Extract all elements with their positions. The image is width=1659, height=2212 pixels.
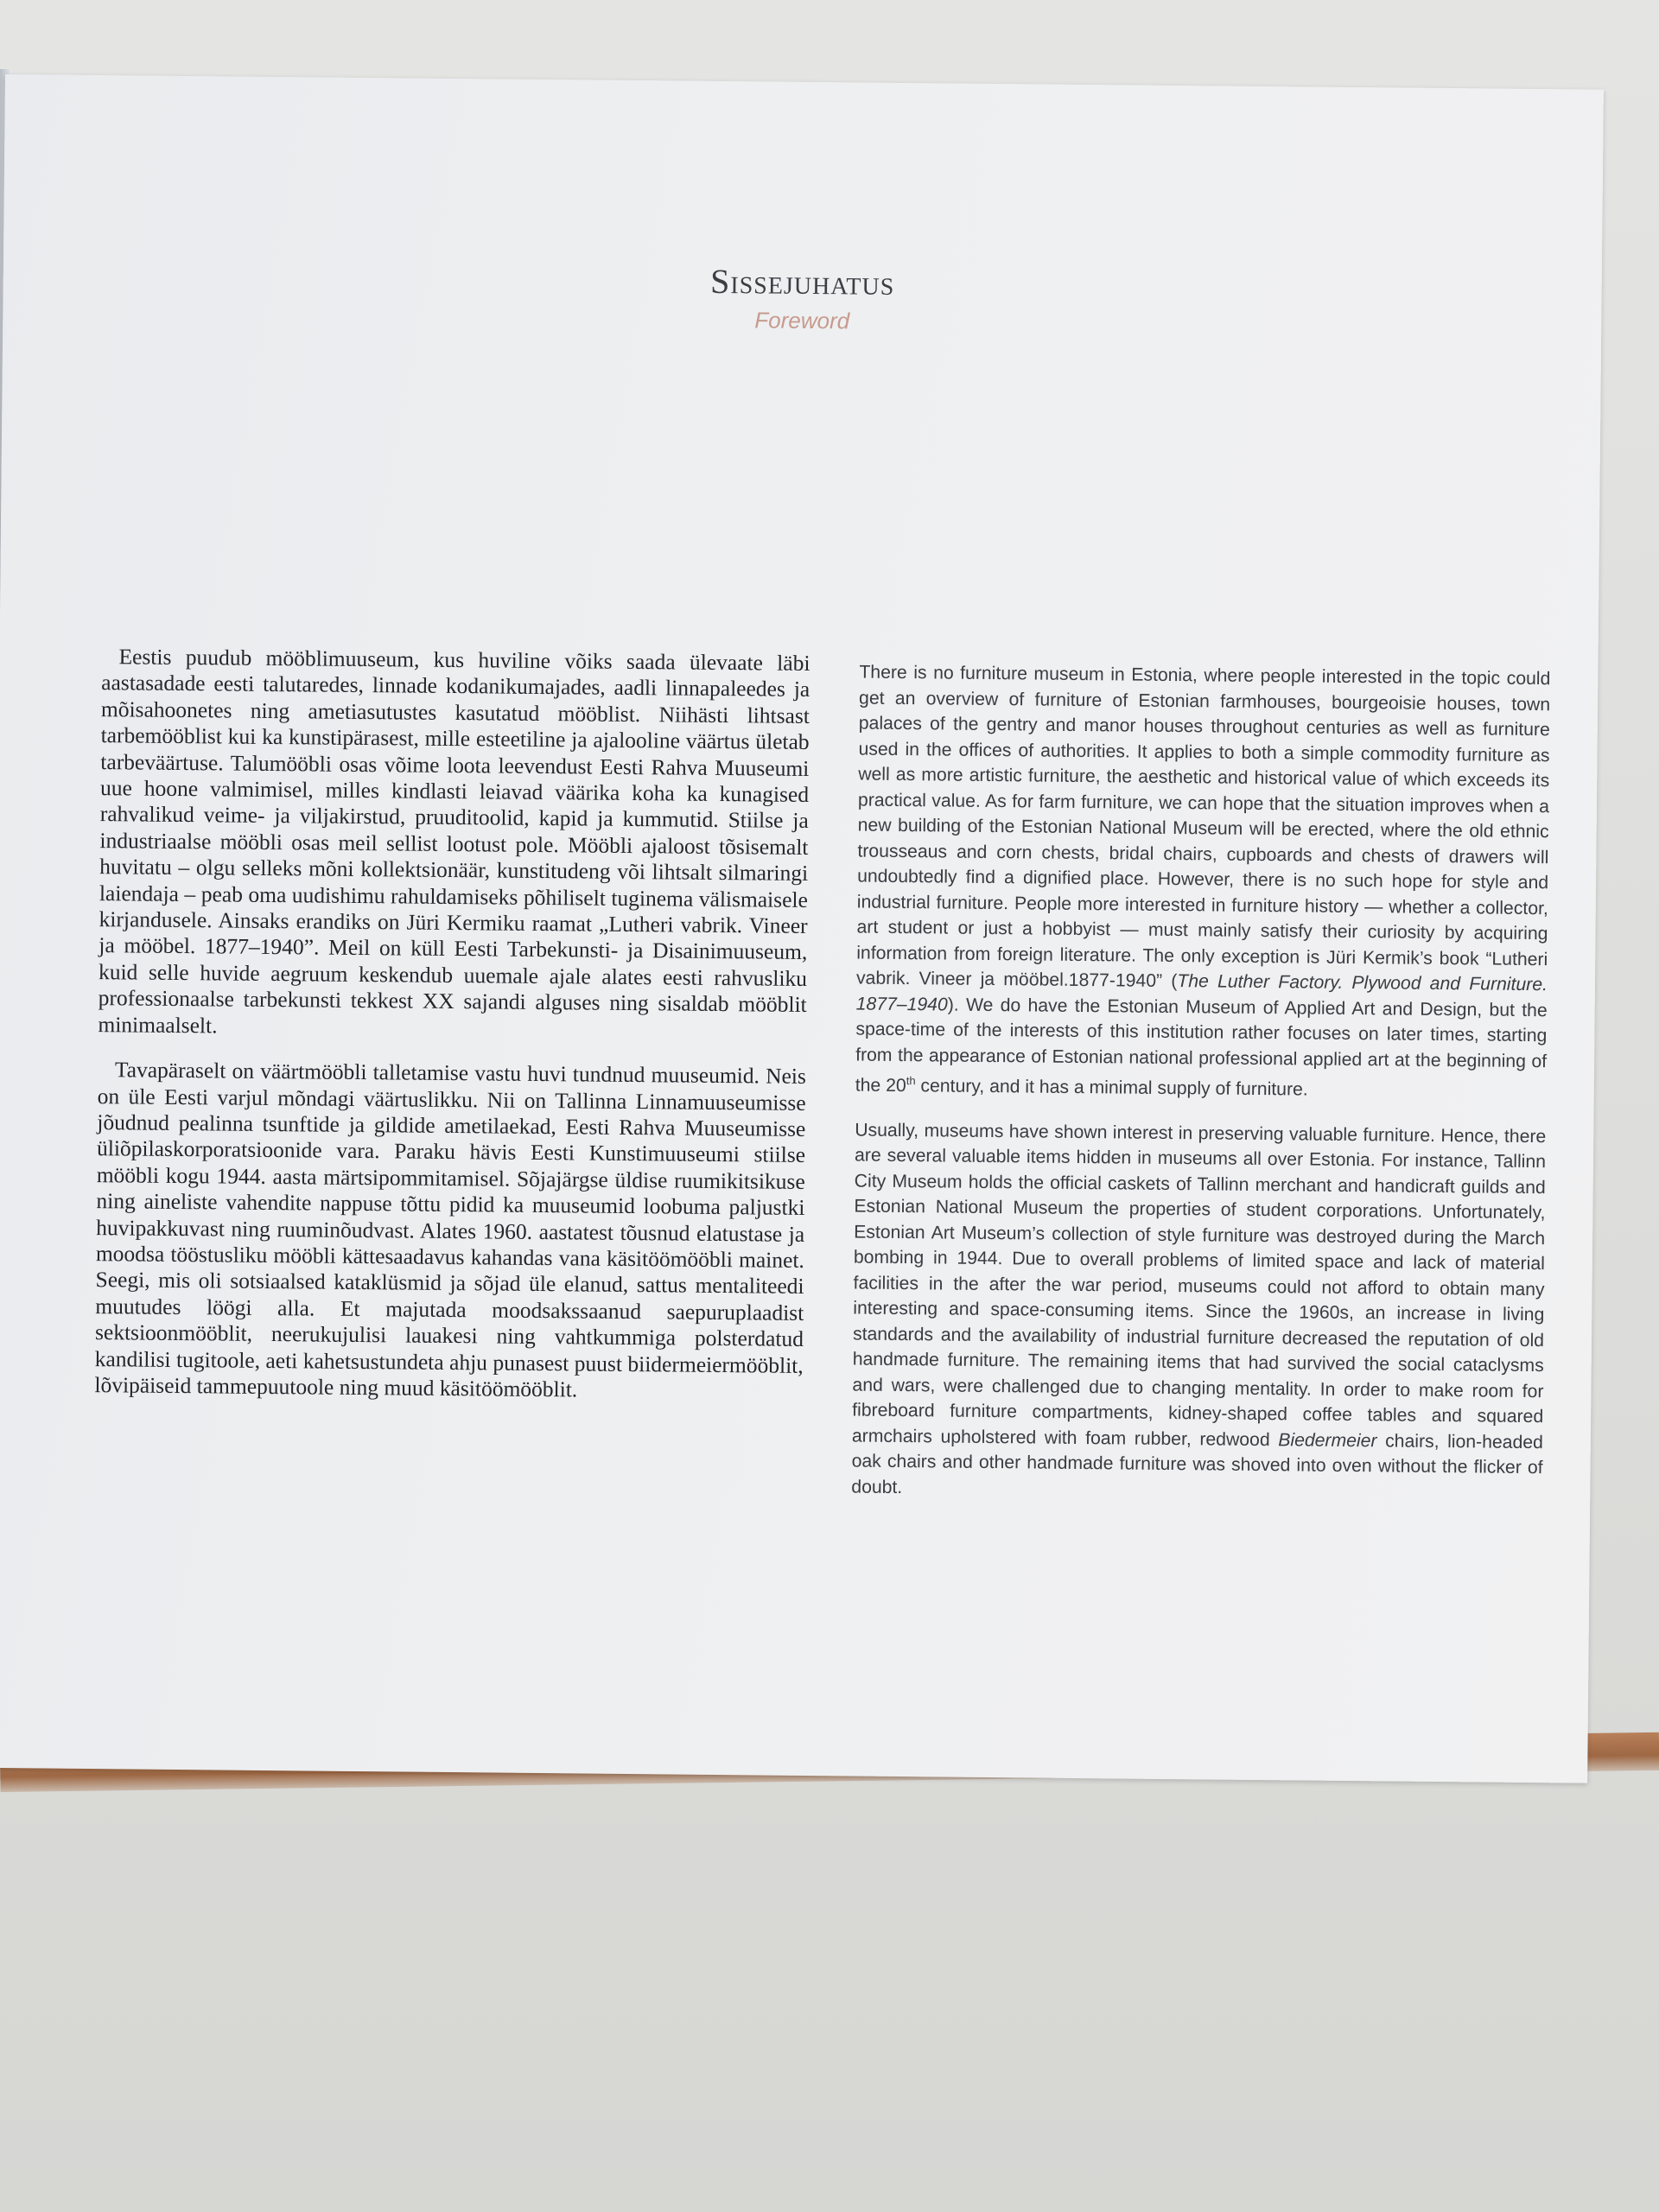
english-paragraph-1-text-b: ). We do have the Estonian Museum of Applied Art and Design, but the space-time of the interests of this institution rather focuses on later times, starting from the appearance of Estonian national professional applied art at the beginning of the 20 <box>855 995 1548 1096</box>
estonian-paragraph-2: Tavapäraselt on väärtmööbli talletamise vastu huvi tundnud muuseumid. Neis on üle Eesti varjul mõndagi väärtuslikku. Nii on Tallinna Linnamuuseumisse jõudnud pealinna tsunftide ja gildide ametilaekad, Eesti Rahva Muuseumisse üliõpilaskorporatsioonide vara. Paraku hävis Eesti Kunstimuuseumi stiilse mööbli kogu 1944. aasta märtsipommitamisel. Sõjajärgse üldise ruumikitsikuse ning ainelistе vahendite nappuse tõttu pidid ka muuseumid loobuma paljustki huvipakkuvast ning ruuminõudvast. Alates 1960. aastatest tõusnud elatustase ja moodsa tööstusliku mööbli kättesaadavus kahandas vana käsitöömööbli mainet. Seegi, mis oli sotsiaalsed kataklüsmid ja sõjad üle elanud, sattus mentaliteedi muutudes löögi alla. Et majutada moodsakssaanud saepuruplaadist sektsioonmööblit, neerukujulisi lauakesi ning vahtkummiga polsterdatud kandilisi tugitoole, aeti kahetsustundeta ahju punasest puust biidermeiermööblit, lõvipäiseid tammepuutoole ning muud käsitöömööblit. <box>94 1057 807 1402</box>
english-paragraph-2-text-b: chairs, lion-headed oak chairs and other handmade furniture was shoved into oven without the flicker of doubt. <box>851 1430 1543 1497</box>
english-biedermeier-italic: Biedermeier <box>1278 1429 1377 1451</box>
page-heading <box>3 254 1602 342</box>
english-paragraph-1-text-a: There is no furniture museum in Estonia, where people interested in the topic could get an overview of furniture of Estonian farmhouses, bourgeoisie houses, town palaces of the gentry and manor houses throughout centuries as well as furniture used in the offices of authorities. It applies to both a simple commodity furniture as well as more artistic furniture, the aesthetic and historical value of which exceeds its practical value. As for farm furniture, we can hope that the situation improves when a new building of the Estonian National Museum will be erected, where the old ethnic trousseaus and corn chests, bridal chairs, cupboards and chests of drawers will undoubtedly find a dignified place. However, there is no such hope for style and industrial furniture. People more interested in furniture history — whether a collector, art student or just a hobbyist — must mainly satisfy their curiosity by acquiring information from foreign literature. The only exception is Jüri Kermik’s book “Lutheri vabrik. Vineer ja mööbel.1877-1940” ( <box>855 662 1551 992</box>
english-paragraph-1-text-c: century, and it has a minimal supply of furniture. <box>915 1076 1308 1100</box>
english-book-title-italic: The Luther Factory. Plywood and Furniture. 1877–1940 <box>855 971 1548 1015</box>
english-paragraph-2 <box>851 1117 1546 1506</box>
page-subtitle: Foreword <box>754 307 850 334</box>
english-paragraph-1 <box>855 660 1551 1105</box>
estonian-column <box>94 644 810 1424</box>
estonian-paragraph-1: Eestis puudub mööblimuuseum, kus huviline võiks saada ülevaate läbi aastasadade eesti talutaredes, linnade kodanikumajades, aadli linnapaleedes ja mõisahoonetes ning ametiasutustes kasutatud mööblist. Niihästi lihtsast tarbemööblist kui ka kunstipärasest, mille esteetiline ja ajalooline väärtus ületab tarbeväärtuse. Talumööbli osas võime loota leevendust Eesti Rahva Muuseumi uue hoone valmimisel, milles kindlasti leiavad väärika koha ka kunagised rahvalikud veime- ja viljakirstud, pruuditoolid, kapid ja kummutid. Stiilse ja industriaalse mööbli osas meil sellist lootust pole. Mööbli ajaloost tõsisemalt huvitatu – olgu selleks mõni kollektsionäär, kunstitudeng või lihtsalt silmaringi laiendaja – peab oma uudishimu rahuldamiseks põhiliselt tuginema välismaisele kirjandusele. Ainsaks erandiks on Jüri Kermiku raamat „Lutheri vabrik. Vineer ja mööbel. 1877–1940”. Meil on küll Eesti Tarbekunsti- ja Disainimuuseum, kuid selle huvide aegruum keskendub uuemale ajale alates eesti rahvusliku professionaalse tarbekunsti tekkest XX sajandi alguses ning sisaldab mööblit minimaalselt. <box>98 644 810 1039</box>
page-title: Sissejuhatus <box>709 261 895 302</box>
book-page <box>0 74 1604 1783</box>
english-column <box>851 660 1551 1526</box>
ordinal-superscript: th <box>906 1074 916 1088</box>
english-paragraph-2-text-a: Usually, museums have shown interest in preserving valuable furniture. Hence, there are several valuable items hidden in museums all over Estonia. For instance, Tallinn City Museum holds the official caskets of Tallinn merchant and handicraft guilds and Estonian National Museum the properties of student corporations. Unfortunately, Estonian Art Museum’s collection of style furniture was destroyed during the March bombing in 1944. Due to overall problems of limited space and lack of material facilities in the after the war period, museums could not afford to obtain many interesting and space-consuming items. Since the 1960s, an increase in living standards and the availability of industrial furniture decreased the reputation of old handmade furniture. The remaining items that had survived the social cataclysms and wars, were challenged due to changing mentality. In order to make room for fibreboard furniture compartments, kidney-shaped coffee tables and squared armchairs upholstered with foam rubber, redwood <box>851 1120 1547 1450</box>
